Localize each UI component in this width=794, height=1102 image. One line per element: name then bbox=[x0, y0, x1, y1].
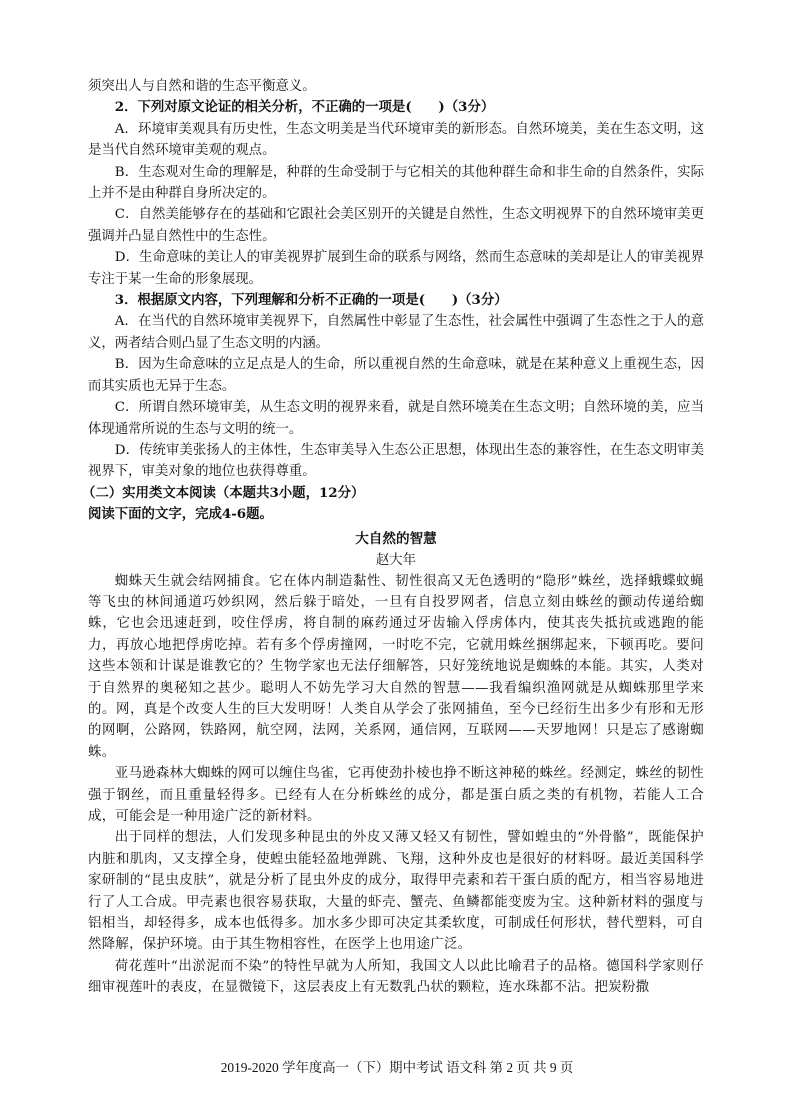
essay-title: 大自然的智慧 bbox=[355, 530, 437, 547]
essay-paragraph-3: 出于同样的想法，人们发现多种昆虫的外皮又薄又轻又有韧性，譬如蝗虫的“外骨骼”，既能保护内脏和肌肉，又支撑全身，使蝗虫能轻盈地弹跳、飞翔，这种外皮也是很好的材料呀。最近美国科学家研制的“昆虫皮肤”，就是分析了昆虫外皮的成分，取得甲壳素和若干蛋白质的配方，相当容易地进行了人工合成。甲壳素也很容易获取，大量的虾壳、蟹壳、鱼鳞都能变废为宝。这种新材料的强度与铝相当，却轻得多，成本也低得多。加水多少即可决定其柔软度，可制成任何形状，替代塑料，可自然降解，保护环境。由于其生物相容性，在医学上也用途广泛。 bbox=[88, 830, 704, 953]
page-footer: 2019-2020 学年度高一（下）期中考试 语文科 第 2 页 共 9 页 bbox=[220, 1060, 574, 1075]
section-two-heading: （二）实用类文本阅读（本题共3小题，12分） bbox=[82, 484, 365, 501]
question-2-option-d: D．生命意味的美让人的审美视界扩展到生命的联系与网络，然而生态意味的美却是让人的审美视界专注于某一生命的形象展现。 bbox=[88, 250, 704, 287]
page-content bbox=[82, 76, 704, 999]
question-2-option-a: A．环境审美观具有历史性，生态文明美是当代环境审美的新形态。自然环境美，美在生态文明，这是当代自然环境审美观的观点。 bbox=[88, 121, 704, 159]
question-3-option-c: C．所谓自然环境审美，从生态文明的视界来看，就是自然环境美在生态文明；自然环境的美，应当体现通常所说的生态与文明的统一。 bbox=[88, 400, 704, 437]
question-3-option-a: A．在当代的自然环境审美视界下，自然属性中彰显了生态性，社会属性中强调了生态性之于人的意义，两者结合则凸显了生态文明的内涵。 bbox=[88, 314, 704, 351]
question-3-option-d: D．传统审美张扬人的主体性，生态审美导入生态公正思想，体现出生态的兼容性，在生态文明审美视界下，审美对象的地位也获得尊重。 bbox=[88, 442, 704, 480]
question-3-option-b: B．因为生命意味的立足点是人的生命，所以重视自然的生命意味，就是在某种意义上重视生态，因而其实质也无异于生态。 bbox=[88, 357, 704, 394]
question-2-option-b: B．生态观对生命的理解是，种群的生命受制于与它相关的其他种群生命和非生命的自然条件，实际上并不是由种群自身所决定的。 bbox=[88, 164, 704, 202]
question-2-option-c: C．自然美能够存在的基础和它跟社会美区别开的关键是自然性，生态文明视界下的自然环境审美更强调并凸显自然性中的生态性。 bbox=[88, 207, 704, 244]
essay-paragraph-1: 蜘蛛天生就会结网捕食。它在体内制造黏性、韧性很高又无色透明的“隐形”蛛丝，选择蛾蝶蚊蝇等飞虫的林间通道巧妙织网，然后躲于暗处，一旦有自投罗网者，信息立刻由蛛丝的颤动传递给蜘蛛，它也会迅速赶到，咬住俘虏，将自制的麻药通过牙齿输入俘虏体内，使其丧失抵抗或逃跑的能力，再放心地把俘虏吃掉。若有多个俘虏撞网，一时吃不完，它就用蛛丝捆绑起来，下顿再吃。要问这些本领和计谋是谁教它的？生物学家也无法仔细解答，只好笼统地说是蜘蛛的本能。其实，人类对于自然界的奥秘知之甚少。聪明人不妨先学习大自然的智慧——我看编织渔网就是从蜘蛛那里学来的。网，真是个改变人生的巨大发明呀！人类自从学会了张网捕鱼，至今已经衍生出多少有形和无形的网啊，公路网，铁路网，航空网，法网，关系网，通信网，互联网——天罗地网！只是忘了感谢蜘蛛。 bbox=[88, 573, 704, 760]
essay-paragraph-2: 亚马逊森林大蜘蛛的网可以缠住鸟雀，它再使劲扑棱也挣不断这神秘的蛛丝。经测定，蛛丝的韧性强于钢丝，而且重量轻得多。已经有人在分析蛛丝的成分，都是蛋白质之类的有机物，若能人工合成，可能会是一种用途广泛的新材料。 bbox=[88, 766, 704, 824]
question-2-stem: 2．下列对原文论证的相关分析，不正确的一项是( )（3分） bbox=[114, 99, 495, 116]
continuation-line: 须突出人与自然和谐的生态平衡意义。 bbox=[88, 79, 316, 94]
essay-paragraph-4: 荷花莲叶“出淤泥而不染”的特性早就为人所知，我国文人以此比喻君子的品格。德国科学家则仔细审视莲叶的表皮，在显微镜下，这层表皮上有无数乳凸状的颗粒，连水珠都不沾。把炭粉撒 bbox=[88, 958, 704, 996]
question-3-stem: 3．根据原文内容，下列理解和分析不正确的一项是( )（3分） bbox=[114, 292, 508, 309]
section-two-instruction: 阅读下面的文字，完成4-6题。 bbox=[88, 506, 273, 523]
essay-body bbox=[88, 571, 704, 999]
essay-author: 赵大年 bbox=[375, 552, 417, 568]
